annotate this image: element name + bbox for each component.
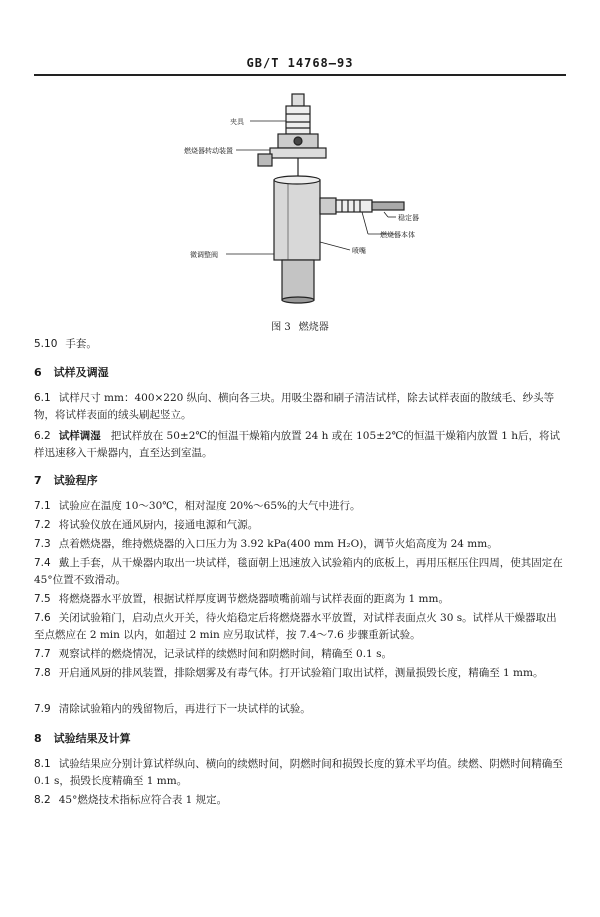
burner-figure [170,84,430,309]
clause-text: 手套。 [65,338,97,350]
clause-number: 7.7 [34,648,51,660]
clause-text: 观察试样的燃烧情况，记录试样的续燃时间和阴燃时间，精确至 0.1 s。 [58,648,392,660]
clause-text: 将试验仪放在通风厨内，接通电源和气源。 [58,519,259,531]
section-title: 试验程序 [53,474,98,487]
clause-number: 7.2 [34,519,51,531]
label-stabilizer: 稳定器 [398,214,419,222]
clause-text: 试验结果应分别计算试样纵向、横向的续燃时间，阴燃时间和损毁长度的算术平均值。续燃、阴燃时间精确至 0.1 s，损毁长度精确至 1 mm。 [34,758,563,787]
clause-text: 把试样放在 50±2℃的恒温干燥箱内放置 24 h 或在 105±2℃的恒温干燥箱内放置 1 h后，将试样迅速移入干燥器内，直至达到室温。 [34,430,560,459]
section-8-heading [34,730,566,747]
label-burner-body: 燃烧器本体 [380,231,415,239]
section-number: 6 [34,366,42,379]
clause-text: 开启通风厨的排风装置，排除烟雾及有毒气体。打开试验箱门取出试样，测量损毁长度，精确至 1 mm。 [58,667,544,679]
clause-7-4 [34,555,566,589]
clause-6-1 [34,390,566,424]
clause-7-8 [34,665,566,682]
clause-text: 清除试验箱内的残留物后，再进行下一块试样的试验。 [58,703,311,715]
clause-7-5 [34,591,566,608]
clause-8-2 [34,792,566,809]
clause-text: 试样尺寸 mm：400×220 纵向、横向各三块。用吸尘器和刷子清洁试样，除去试样表面的散绒毛、纱头等物，将试样表面的绒头刷起竖立。 [34,392,555,421]
valve-connector [320,198,336,214]
section-title: 试样及调湿 [53,366,109,379]
clause-number: 6.2 [34,430,51,442]
figure-caption [0,318,600,333]
label-regulator-valve: 微调整阀 [190,251,218,259]
clause-7-1 [34,498,566,515]
lower-cylinder [282,260,314,300]
section-6-heading [34,364,566,381]
clause-7-2 [34,517,566,534]
clause-7-3 [34,536,566,553]
burner-body-shape [274,180,320,260]
header-rule [34,74,566,76]
clause-7-9 [34,701,566,718]
clause-number: 7.5 [34,593,51,605]
clause-7-6 [34,610,566,644]
clause-number: 7.8 [34,667,51,679]
document-header-code: GB/T 14768—93 [246,56,354,70]
clause-number: 8.1 [34,758,51,770]
clause-number: 7.4 [34,557,51,569]
clause-number: 7.6 [34,612,51,624]
clause-number: 8.2 [34,794,51,806]
clause-number: 6.1 [34,392,51,404]
clause-5-10 [34,336,566,353]
section-number: 7 [34,474,42,487]
clause-text: 45°燃烧技术指标应符合表 1 规定。 [58,794,228,806]
clause-number: 7.1 [34,500,51,512]
label-clamp: 夹具 [230,118,244,126]
clause-subtitle: 试样调湿 [58,430,101,442]
clause-text: 将燃烧器水平放置，根据试样厚度调节燃烧器喷嘴前端与试样表面的距离为 1 mm。 [58,593,449,605]
clause-6-2 [34,428,566,462]
rotator-bar [270,148,326,158]
rotator-knob [294,137,302,145]
clause-text: 戴上手套，从干燥器内取出一块试样，毯面朝上迅速放入试验箱内的底板上，再用压框压住四周，使其固定在 45°位置不致滑动。 [34,557,563,586]
rotator-clip [258,154,272,166]
clause-number: 5.10 [34,338,58,350]
clause-text: 点着燃烧器，维持燃烧器的入口压力为 3.92 kPa(400 mm H₂O)，调节火焰高度为 24 mm。 [58,538,498,550]
nozzle-tip [372,202,404,210]
clause-number: 7.3 [34,538,51,550]
clamp-screw-top [292,94,304,106]
clause-text: 关闭试验箱门，启动点火开关，待火焰稳定后将燃烧器水平放置，对试样表面点火 30 s。试样从干燥器取出至点燃应在 2 min 以内，如超过 2 min 应另取试样，按 7.4～7.6 步骤重新试验。 [34,612,557,641]
clause-7-7 [34,646,566,663]
clause-number: 7.9 [34,703,51,715]
label-rotator: 燃烧器转动装置 [184,147,233,155]
figure-caption-number: 图 3 [271,322,291,333]
section-7-heading [34,472,566,489]
clause-8-1 [34,756,566,790]
clause-text: 试验应在温度 10～30℃，相对湿度 20%～65%的大气中进行。 [58,500,361,512]
section-title: 试验结果及计算 [53,732,131,745]
clamp-body [286,106,310,134]
figure-caption-title: 燃烧器 [298,322,329,333]
section-number: 8 [34,732,42,745]
label-nozzle: 喷嘴 [352,247,366,255]
